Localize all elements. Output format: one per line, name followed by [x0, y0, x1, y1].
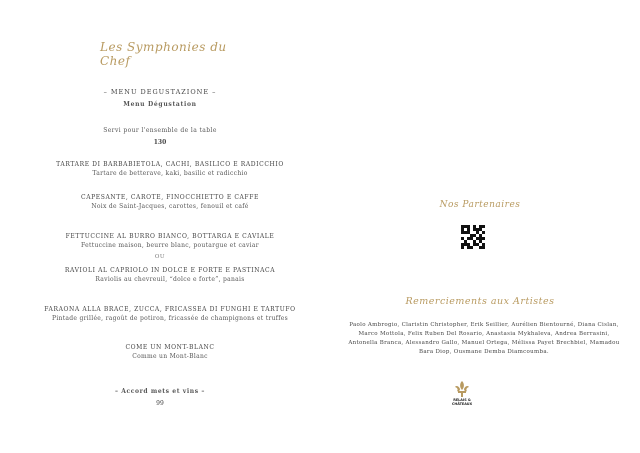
wine-pairing-price: 99: [156, 400, 164, 407]
dish-name-fr: Raviolis au chevreuil, “dolce e forte”, panais: [95, 276, 245, 283]
dish-name-fr: Fettuccine maison, beurre blanc, poutargue et caviar: [81, 242, 259, 249]
dish-item: [40, 193, 300, 211]
qr-module: [482, 246, 485, 249]
wine-pairing-label: – Accord mets et vins –: [115, 388, 205, 395]
thanks-title: Remerciements aux Artistes: [405, 296, 555, 307]
dish-name-it: TARTARE DI BARBABIETOLA, CACHI, BASILICO E RADICCHIO: [56, 161, 284, 168]
dish-name-fr: Comme un Mont-Blanc: [132, 353, 208, 360]
dish-item: [40, 266, 300, 284]
dish-name-fr: Tartare de betterave, kaki, basilic et radicchio: [92, 170, 248, 177]
dish-name-it: RAVIOLI AL CAPRIOLO IN DOLCE E FORTE E PASTINACA: [64, 267, 276, 274]
dish-item: [40, 305, 300, 323]
relais-chateaux-logo: [448, 381, 476, 411]
credits-page: [320, 0, 640, 453]
menu-price: 130: [153, 139, 167, 146]
menu-subtitle: Menu Dégustation: [123, 101, 197, 108]
logo-line-1: RELAIS &: [453, 398, 471, 402]
logo-line-2: CHÂTEAUX: [451, 402, 473, 406]
dish-name-it: FETTUCCINE AL BURRO BIANCO, BOTTARGA E CAVIALE: [65, 233, 275, 240]
dish-name-it: CAPESANTE, CAROTE, FINOCCHIETTO E CAFFE: [81, 194, 259, 201]
dish-item: [40, 232, 300, 250]
menu-title: – MENU DEGUSTAZIONE –: [103, 88, 217, 96]
brand-title: Les Symphonies du Chef: [100, 40, 227, 68]
partners-title: Nos Partenaires: [439, 200, 521, 210]
dish-item: [40, 160, 300, 178]
or-separator: OU: [154, 254, 166, 260]
fleur-de-lis-icon: [454, 381, 470, 398]
dish-name-fr: Pintade grillée, ragoût de potiron, fricassée de champignons et truffes: [51, 315, 289, 322]
qr-code[interactable]: [461, 225, 485, 249]
dish-name-it: FARAONA ALLA BRACE, ZUCCA, FRICASSEA DI FUNGHI E TARTUFO: [44, 306, 296, 313]
dish-item: [40, 343, 300, 361]
artists-list: Paolo Ambrogio, Claristin Christopher, Erik Seillier, Aurélien Bientourné, Diana Cislan, Marco Mottola, Felix Ruben Del Rosario, Anastasia Mykhaleva, Andrea Berrasini, Antonella Branca, Alessandro Gallo, Manuel Ortega, Mélissa Payet Brechbiel, Mamadou Bara Diop, Ousmane Demba Diamcoumba.: [348, 322, 620, 355]
dish-name-fr: Noix de Saint-Jacques, carottes, fenouil et café: [91, 203, 249, 210]
serve-note: Servi pour l'ensemble de la table: [103, 127, 217, 134]
dish-name-it: COME UN MONT-BLANC: [125, 344, 215, 351]
